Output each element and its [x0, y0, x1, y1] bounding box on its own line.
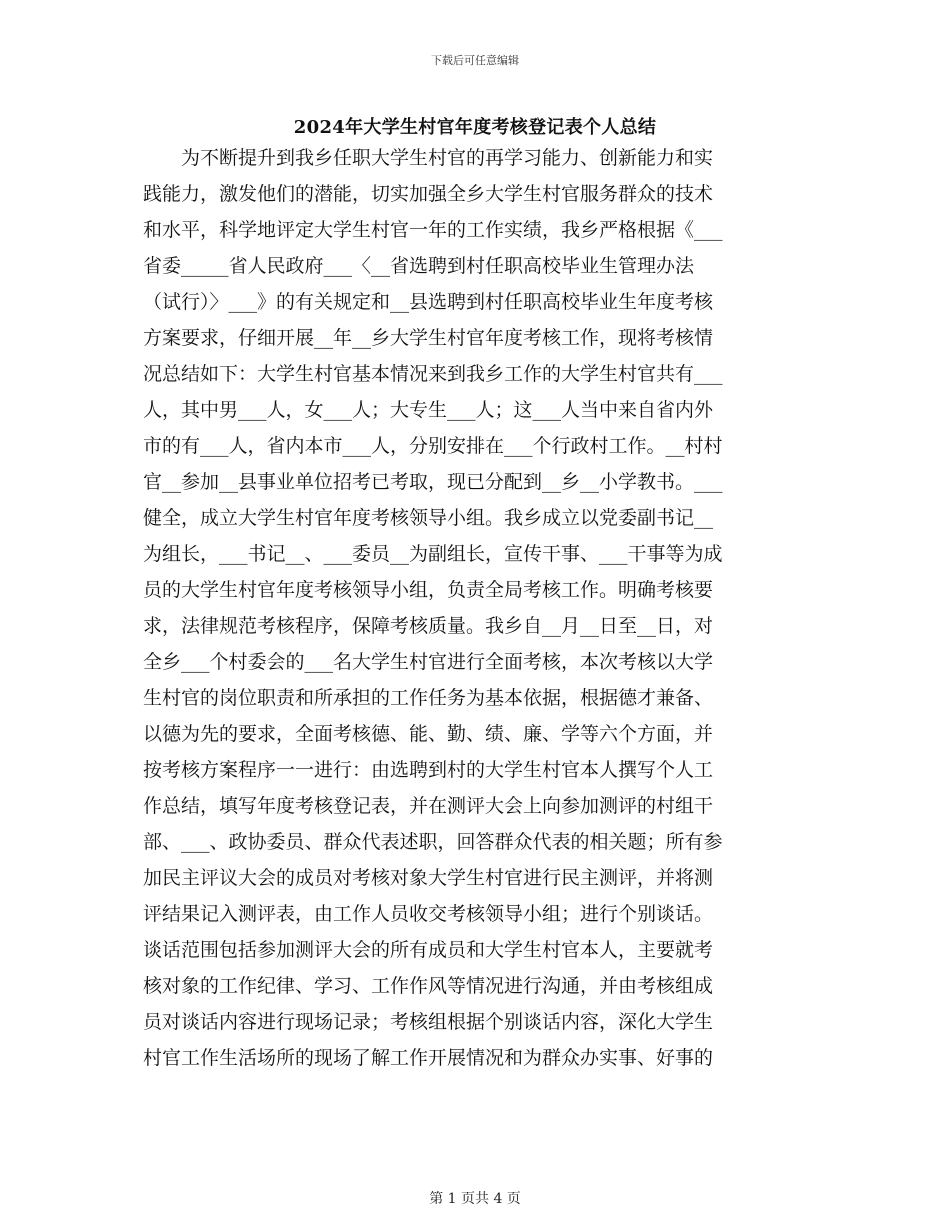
body-line: 况总结如下：大学生村官基本情况来到我乡工作的大学生村官共有___	[143, 363, 723, 385]
body-line: 作总结，填写年度考核登记表，并在测评大会上向参加测评的村组干	[143, 795, 714, 817]
body-line: 践能力，激发他们的潜能，切实加强全乡大学生村官服务群众的技术	[143, 183, 714, 205]
body-line: 谈话范围包括参加测评大会的所有成员和大学生村官本人，主要就考	[143, 939, 714, 961]
body-line: 求，法律规范考核程序，保障考核质量。我乡自__月__日至__日，对	[143, 615, 714, 637]
body-line: 官__参加__县事业单位招考已考取，现已分配到__乡__小学教书。___	[143, 471, 723, 493]
body-line: 员对谈话内容进行现场记录；考核组根据个别谈话内容，深化大学生	[143, 1011, 714, 1033]
body-line: 为不断提升到我乡任职大学生村官的再学习能力、创新能力和实	[181, 147, 714, 169]
body-line: 按考核方案程序一一进行：由选聘到村的大学生村官本人撰写个人工	[143, 759, 714, 781]
body-line: 生村官的岗位职责和所承担的工作任务为基本依据，根据德才兼备、	[143, 687, 714, 709]
body-line: 健全，成立大学生村官年度考核领导小组。我乡成立以党委副书记__	[143, 507, 714, 529]
body-line: 为组长，___书记__、___委员__为副组长，宣传干事、___干事等为成	[143, 543, 723, 565]
page-header-note: 下载后可任意编辑	[431, 54, 519, 67]
body-line: （试行）〉___》的有关规定和__县选聘到村任职高校毕业生年度考核	[143, 291, 714, 313]
body-line: 省委_____省人民政府___〈__省选聘到村任职高校毕业生管理办法	[143, 255, 695, 277]
page-number: 第 1 页共 4 页	[429, 1191, 521, 1207]
body-line: 核对象的工作纪律、学习、工作作风等情况进行沟通，并由考核组成	[143, 975, 714, 997]
body-line: 以德为先的要求，全面考核德、能、勤、绩、廉、学等六个方面，并	[143, 723, 714, 745]
document-title: 2024年大学生村官年度考核登记表个人总结	[293, 117, 657, 138]
body-line: 部、___、政协委员、群众代表述职，回答群众代表的相关题；所有参	[143, 831, 723, 853]
body-line: 村官工作生活场所的现场了解工作开展情况和为群众办实事、好事的	[143, 1047, 714, 1069]
body-line: 人，其中男___人，女___人；大专生___人；这___人当中来自省内外	[143, 399, 714, 421]
body-line: 方案要求，仔细开展__年__乡大学生村官年度考核工作，现将考核情	[143, 327, 714, 349]
body-line: 员的大学生村官年度考核领导小组，负责全局考核工作。明确考核要	[143, 579, 714, 601]
body-line: 加民主评议大会的成员对考核对象大学生村官进行民主测评，并将测	[143, 867, 714, 889]
body-line: 评结果记入测评表，由工作人员收交考核领导小组；进行个别谈话。	[143, 903, 714, 925]
body-line: 和水平，科学地评定大学生村官一年的工作实绩，我乡严格根据《___	[143, 219, 723, 241]
body-line: 市的有___人，省内本市___人，分别安排在___个行政村工作。__村村	[143, 435, 723, 457]
body-line: 全乡___个村委会的___名大学生村官进行全面考核，本次考核以大学	[143, 651, 714, 673]
